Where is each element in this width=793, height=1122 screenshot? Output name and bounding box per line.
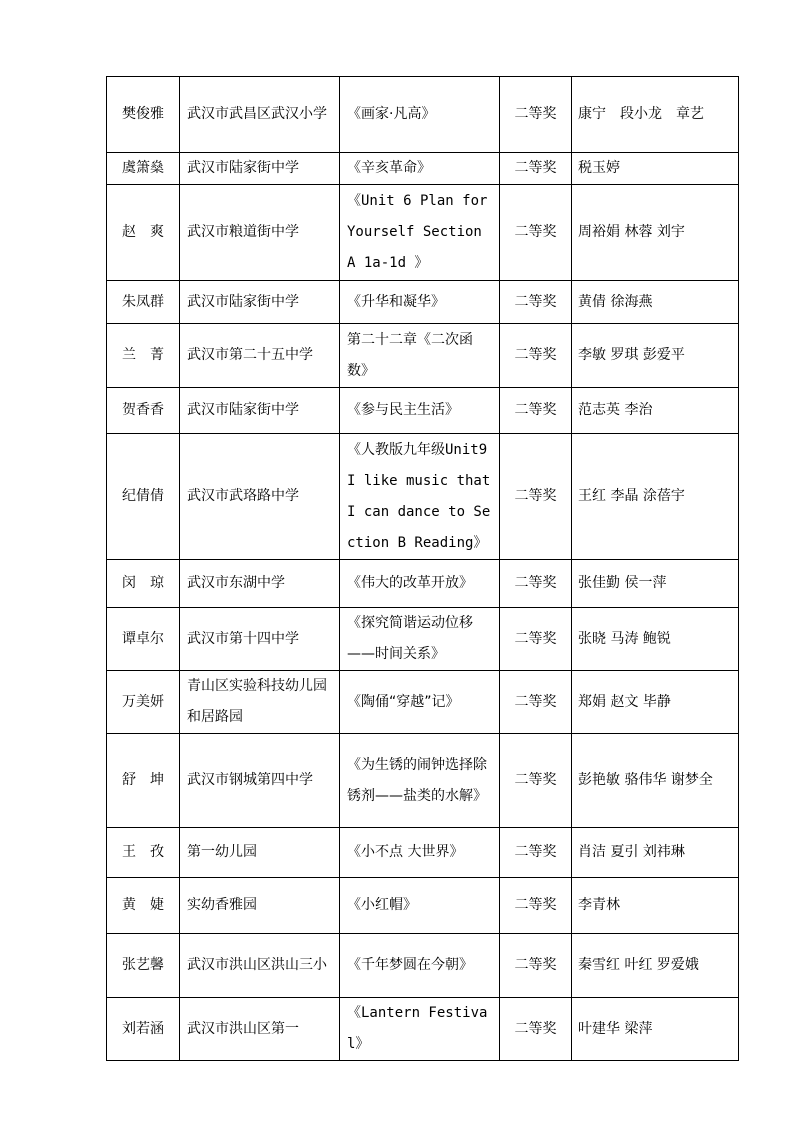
title-cell: 《Unit 6 Plan for Yourself Section A 1a-1d 》 xyxy=(340,185,500,281)
award-cell: 二等奖 xyxy=(500,608,572,671)
name-cell: 朱凤群 xyxy=(107,281,180,324)
teachers-cell: 郑娟 赵文 毕静 xyxy=(572,671,739,734)
award-cell: 二等奖 xyxy=(500,153,572,185)
title-cell: 《Lantern Festival》 xyxy=(340,998,500,1061)
table-row xyxy=(107,153,739,185)
school-cell: 武汉市洪山区第一 xyxy=(180,998,340,1061)
title-cell: 《伟大的改革开放》 xyxy=(340,560,500,608)
table-row xyxy=(107,878,739,934)
name-cell: 虞箫燊 xyxy=(107,153,180,185)
title-cell: 《探究简谐运动位移——时间关系》 xyxy=(340,608,500,671)
teachers-cell: 王红 李晶 涂蓓宇 xyxy=(572,434,739,560)
award-cell: 二等奖 xyxy=(500,185,572,281)
table-row xyxy=(107,998,739,1061)
award-cell: 二等奖 xyxy=(500,734,572,828)
award-cell: 二等奖 xyxy=(500,281,572,324)
table-row xyxy=(107,934,739,998)
table-row xyxy=(107,388,739,434)
school-cell: 第一幼儿园 xyxy=(180,828,340,878)
school-cell: 青山区实验科技幼儿园和居路园 xyxy=(180,671,340,734)
name-cell: 张艺馨 xyxy=(107,934,180,998)
award-cell: 二等奖 xyxy=(500,878,572,934)
teachers-cell: 李青林 xyxy=(572,878,739,934)
table-row xyxy=(107,281,739,324)
title-cell: 《画家·凡高》 xyxy=(340,77,500,153)
table-row xyxy=(107,828,739,878)
teachers-cell: 税玉婷 xyxy=(572,153,739,185)
teachers-cell: 肖洁 夏引 刘祎琳 xyxy=(572,828,739,878)
school-cell: 武汉市钢城第四中学 xyxy=(180,734,340,828)
award-cell: 二等奖 xyxy=(500,934,572,998)
title-cell: 《升华和凝华》 xyxy=(340,281,500,324)
teachers-cell: 张佳勤 侯一萍 xyxy=(572,560,739,608)
teachers-cell: 秦雪红 叶红 罗爱娥 xyxy=(572,934,739,998)
table-row xyxy=(107,77,739,153)
school-cell: 武汉市第十四中学 xyxy=(180,608,340,671)
title-cell: 《人教版九年级Unit9 I like music that I can dance to Section B Reading》 xyxy=(340,434,500,560)
award-table xyxy=(106,76,739,1061)
table-row xyxy=(107,734,739,828)
teachers-cell: 黄倩 徐海燕 xyxy=(572,281,739,324)
title-cell: 《小红帽》 xyxy=(340,878,500,934)
school-cell: 武汉市武昌区武汉小学 xyxy=(180,77,340,153)
table-row xyxy=(107,608,739,671)
award-cell: 二等奖 xyxy=(500,77,572,153)
table-row xyxy=(107,671,739,734)
title-cell: 《小不点 大世界》 xyxy=(340,828,500,878)
teachers-cell: 彭艳敏 骆伟华 谢梦全 xyxy=(572,734,739,828)
table-row xyxy=(107,560,739,608)
name-cell: 王 孜 xyxy=(107,828,180,878)
school-cell: 武汉市陆家街中学 xyxy=(180,281,340,324)
school-cell: 武汉市东湖中学 xyxy=(180,560,340,608)
name-cell: 刘若涵 xyxy=(107,998,180,1061)
table-row xyxy=(107,324,739,388)
school-cell: 实幼香雅园 xyxy=(180,878,340,934)
name-cell: 闵 琼 xyxy=(107,560,180,608)
name-cell: 舒 坤 xyxy=(107,734,180,828)
teachers-cell: 周裕娟 林蓉 刘宇 xyxy=(572,185,739,281)
award-cell: 二等奖 xyxy=(500,671,572,734)
name-cell: 兰 菁 xyxy=(107,324,180,388)
teachers-cell: 李敏 罗琪 彭爱平 xyxy=(572,324,739,388)
name-cell: 纪倩倩 xyxy=(107,434,180,560)
name-cell: 黄 婕 xyxy=(107,878,180,934)
teachers-cell: 康宁 段小龙 章艺 xyxy=(572,77,739,153)
name-cell: 贺香香 xyxy=(107,388,180,434)
school-cell: 武汉市洪山区洪山三小 xyxy=(180,934,340,998)
award-cell: 二等奖 xyxy=(500,388,572,434)
name-cell: 樊俊雅 xyxy=(107,77,180,153)
title-cell: 《陶俑“穿越”记》 xyxy=(340,671,500,734)
award-cell: 二等奖 xyxy=(500,998,572,1061)
school-cell: 武汉市粮道街中学 xyxy=(180,185,340,281)
title-cell: 《为生锈的闹钟选择除锈剂——盐类的水解》 xyxy=(340,734,500,828)
school-cell: 武汉市陆家街中学 xyxy=(180,388,340,434)
title-cell: 第二十二章《二次函数》 xyxy=(340,324,500,388)
table-row xyxy=(107,434,739,560)
title-cell: 《辛亥革命》 xyxy=(340,153,500,185)
award-cell: 二等奖 xyxy=(500,828,572,878)
school-cell: 武汉市陆家街中学 xyxy=(180,153,340,185)
teachers-cell: 张晓 马涛 鲍锐 xyxy=(572,608,739,671)
name-cell: 万美妍 xyxy=(107,671,180,734)
teachers-cell: 叶建华 梁萍 xyxy=(572,998,739,1061)
table-row xyxy=(107,185,739,281)
school-cell: 武汉市第二十五中学 xyxy=(180,324,340,388)
school-cell: 武汉市武珞路中学 xyxy=(180,434,340,560)
award-cell: 二等奖 xyxy=(500,434,572,560)
title-cell: 《参与民主生活》 xyxy=(340,388,500,434)
name-cell: 赵 爽 xyxy=(107,185,180,281)
award-cell: 二等奖 xyxy=(500,324,572,388)
award-cell: 二等奖 xyxy=(500,560,572,608)
title-cell: 《千年梦圆在今朝》 xyxy=(340,934,500,998)
teachers-cell: 范志英 李治 xyxy=(572,388,739,434)
name-cell: 谭卓尔 xyxy=(107,608,180,671)
